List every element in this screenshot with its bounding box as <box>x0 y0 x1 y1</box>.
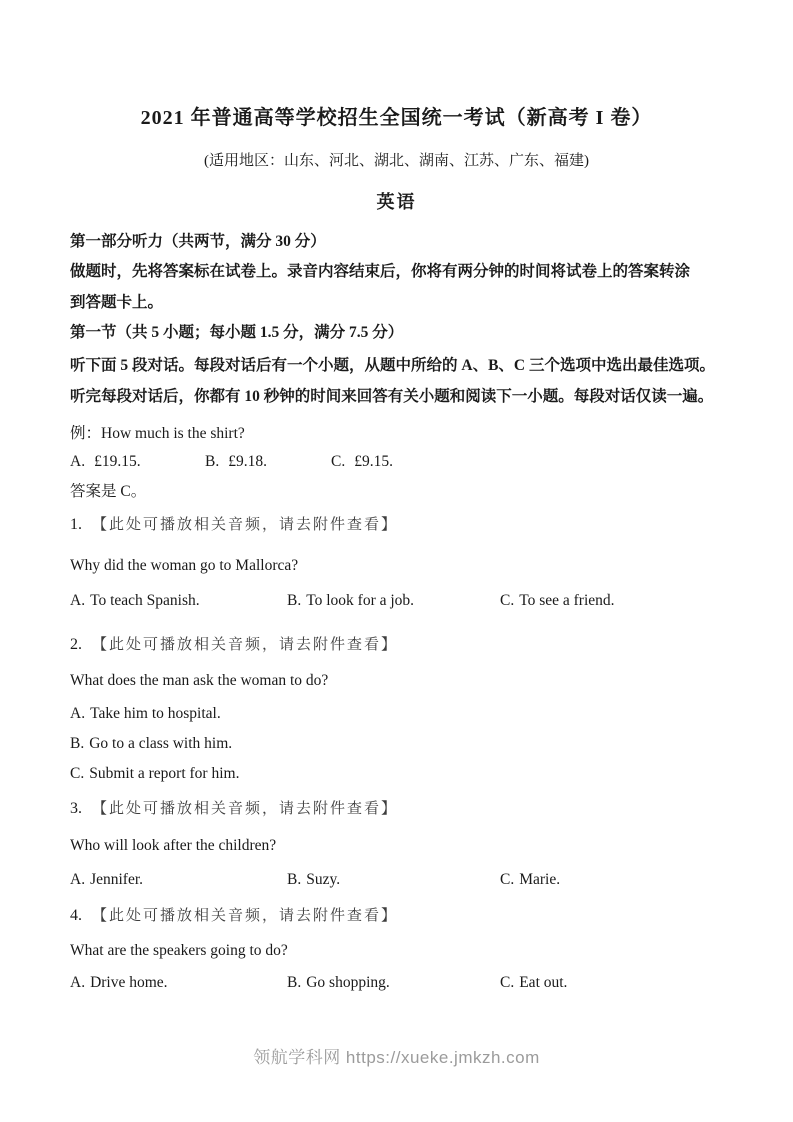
option-b <box>287 591 414 610</box>
option-label: B. <box>287 592 302 609</box>
question-prompt: What does the man ask the woman to do? <box>70 672 329 689</box>
example-option-a <box>70 452 141 471</box>
option-label: B. <box>205 453 220 470</box>
option-a <box>70 870 143 889</box>
option-label: A. <box>70 453 86 470</box>
question-number: 2. <box>70 636 82 653</box>
option-b <box>70 734 232 753</box>
direction-line-1: 听下面 5 段对话。每段对话后有一个小题，从题中所给的 A、B、C 三个选项中选出最佳选项。 <box>70 357 715 374</box>
option-text: Suzy. <box>306 871 341 888</box>
option-text: To look for a job. <box>306 592 415 609</box>
question-number: 4. <box>70 907 82 924</box>
option-text: Drive home. <box>90 974 168 991</box>
option-label: C. <box>331 453 346 470</box>
option-label: B. <box>287 974 302 991</box>
option-label: A. <box>70 871 86 888</box>
question-number: 3. <box>70 800 82 817</box>
section1-heading: 第一节（共 5 小题；每小题 1.5 分，满分 7.5 分） <box>70 324 404 341</box>
option-text: Jennifer. <box>90 871 144 888</box>
question-2-header <box>70 635 398 655</box>
option-label: A. <box>70 974 86 991</box>
question-1-options-row <box>70 591 723 611</box>
question-prompt: Who will look after the children? <box>70 837 277 854</box>
option-b <box>287 870 340 889</box>
page-title: 2021 年普通高等学校招生全国统一考试（新高考 I 卷） <box>140 107 653 129</box>
option-a <box>70 591 200 610</box>
question-prompt: What are the speakers going to do? <box>70 942 288 959</box>
audio-placeholder-note: 【此处可播放相关音频，请去附件查看】 <box>92 908 399 924</box>
option-text: Marie. <box>519 871 561 888</box>
example-answer-note: 答案是 C。 <box>70 483 147 500</box>
audio-placeholder-note: 【此处可播放相关音频，请去附件查看】 <box>92 637 399 653</box>
option-text: Submit a report for him. <box>89 765 240 782</box>
part1-heading: 第一部分听力（共两节，满分 30 分） <box>70 233 326 250</box>
question-4-options-row <box>70 973 723 993</box>
option-text: To teach Spanish. <box>90 592 200 609</box>
option-text: Eat out. <box>519 974 568 991</box>
direction-line-2: 听完每段对话后，你都有 10 秒钟的时间来回答有关小题和阅读下一小题。每段对话仅读一遍。 <box>70 388 714 405</box>
option-label: A. <box>70 705 86 722</box>
example-option-c <box>331 452 393 471</box>
option-label: C. <box>500 974 515 991</box>
option-text: £9.15. <box>354 453 393 470</box>
option-text: Go to a class with him. <box>89 735 233 752</box>
question-3-options-row <box>70 870 723 890</box>
question-3-header <box>70 799 398 819</box>
option-label: C. <box>500 592 515 609</box>
option-c <box>70 764 239 783</box>
option-a <box>70 973 168 992</box>
option-c <box>500 973 567 992</box>
option-label: B. <box>287 871 302 888</box>
option-label: C. <box>70 765 85 782</box>
question-4-header <box>70 906 398 926</box>
example-option-b <box>205 452 267 471</box>
watermark-footer: 领航学科网 https://xueke.jmkzh.com <box>253 1048 540 1067</box>
document-body <box>70 0 723 1122</box>
question-1-header <box>70 515 398 535</box>
example-options-row <box>70 452 723 472</box>
option-text: Take him to hospital. <box>90 705 221 722</box>
instruction-line-2: 到答题卡上。 <box>70 294 164 311</box>
example-prompt: 例：How much is the shirt? <box>70 425 245 442</box>
option-b <box>287 973 390 992</box>
question-prompt: Why did the woman go to Mallorca? <box>70 557 299 574</box>
audio-placeholder-note: 【此处可播放相关音频，请去附件查看】 <box>92 517 399 533</box>
option-label: A. <box>70 592 86 609</box>
option-a <box>70 704 221 723</box>
option-text: £19.15. <box>94 453 141 470</box>
option-text: To see a friend. <box>519 592 615 609</box>
instruction-line-1: 做题时，先将答案标在试卷上。录音内容结束后，你将有两分钟的时间将试卷上的答案转涂 <box>70 263 691 280</box>
option-c <box>500 591 615 610</box>
region-note: (适用地区：山东、河北、湖北、湖南、江苏、广东、福建) <box>204 153 589 169</box>
question-number: 1. <box>70 516 82 533</box>
option-text: Go shopping. <box>306 974 390 991</box>
subject-heading: 英语 <box>376 192 417 212</box>
option-c <box>500 870 560 889</box>
option-label: B. <box>70 735 85 752</box>
audio-placeholder-note: 【此处可播放相关音频，请去附件查看】 <box>92 801 399 817</box>
option-label: C. <box>500 871 515 888</box>
option-text: £9.18. <box>228 453 267 470</box>
